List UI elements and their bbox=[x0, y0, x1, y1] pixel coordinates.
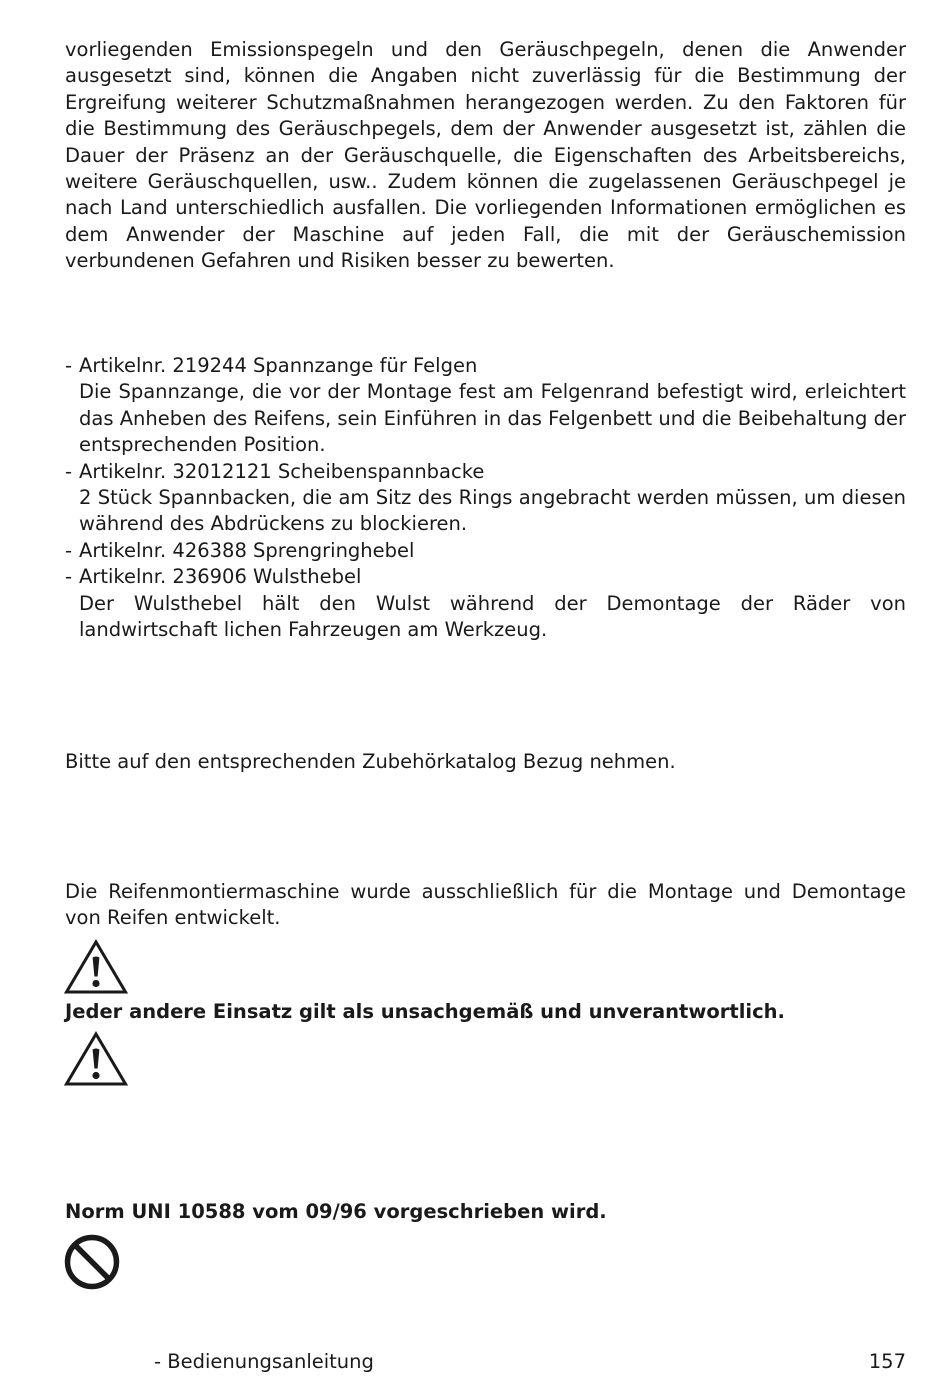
list-dash: - bbox=[65, 459, 73, 483]
accessory-description: Der Wulsthebel hält den Wulst während der Demontage der Räder von landwirtschaft lichen Fahrzeugen am Werkzeug. bbox=[79, 591, 906, 642]
list-dash: - bbox=[65, 565, 73, 589]
accessory-description: Die Spannzange, die vor der Montage fest am Felgenrand befestigt wird, erleichtert das Anheben des Reifens, sein Einführen in das Felgenbett und die Beibehaltung der entsprechenden Position. bbox=[79, 380, 906, 457]
catalog-note: Bitte auf den entsprechenden Zubehörkatalog Bezug nehmen. bbox=[65, 750, 676, 773]
norm-text: Norm UNI 10588 vom 09/96 vorgeschrieben wird. bbox=[65, 1200, 607, 1223]
warning-text: Jeder andere Einsatz gilt als unsachgemäß und unverantwortlich. bbox=[65, 1000, 785, 1023]
accessory-title: Artikelnr. 236906 Wulsthebel bbox=[79, 565, 362, 589]
accessory-title: Artikelnr. 219244 Spannzange für Felgen bbox=[79, 354, 478, 377]
list-item bbox=[65, 353, 906, 459]
list-item bbox=[65, 538, 906, 564]
prohibition-icon bbox=[64, 1234, 120, 1290]
accessory-title: Artikelnr. 32012121 Scheibenspannbacke bbox=[79, 459, 485, 483]
accessory-list bbox=[65, 353, 906, 643]
list-dash: - bbox=[65, 538, 73, 562]
footer-label: - Bedienungsanleitung bbox=[154, 1350, 374, 1373]
usage-paragraph: Die Reifenmontiermaschine wurde ausschließlich für die Montage und Demontage von Reifen entwickelt. bbox=[65, 880, 906, 930]
list-dash: - bbox=[65, 354, 73, 377]
warning-triangle-icon bbox=[64, 1031, 128, 1087]
accessory-description: 2 Stück Spannbacken, die am Sitz des Rings angebracht werden müssen, um diesen während des Abdrückens zu blockieren. bbox=[79, 486, 906, 536]
list-item bbox=[65, 459, 906, 538]
page-number: 157 bbox=[868, 1350, 906, 1373]
list-item bbox=[65, 564, 906, 643]
accessory-title: Artikelnr. 426388 Sprengringhebel bbox=[79, 538, 415, 562]
intro-paragraph: vorliegenden Emissionspegeln und den Geräuschpegeln, denen die Anwender ausgesetzt sind, können die Angaben nicht zuverlässig für die Bestimmung der Ergreifung weiterer Schutzmaßnahmen herangezogen werden. Zu den Faktoren für die Bestimmung des Geräuschpegels, dem der Anwender ausgesetzt ist, zählen die Dauer der Präsenz an der Geräuschquelle, die Eigenschaften des Arbeitsbereichs, weitere Geräuschquellen, usw.. Zudem können die zugelassenen Geräuschpegel je nach Land unterschiedlich ausfallen. Die vorliegenden Informationen ermöglichen es dem Anwender der Maschine auf jeden Fall, die mit der Geräuschemission verbundenen Gefahren und Risiken besser zu bewerten. bbox=[65, 38, 906, 273]
warning-triangle-icon bbox=[64, 939, 128, 995]
